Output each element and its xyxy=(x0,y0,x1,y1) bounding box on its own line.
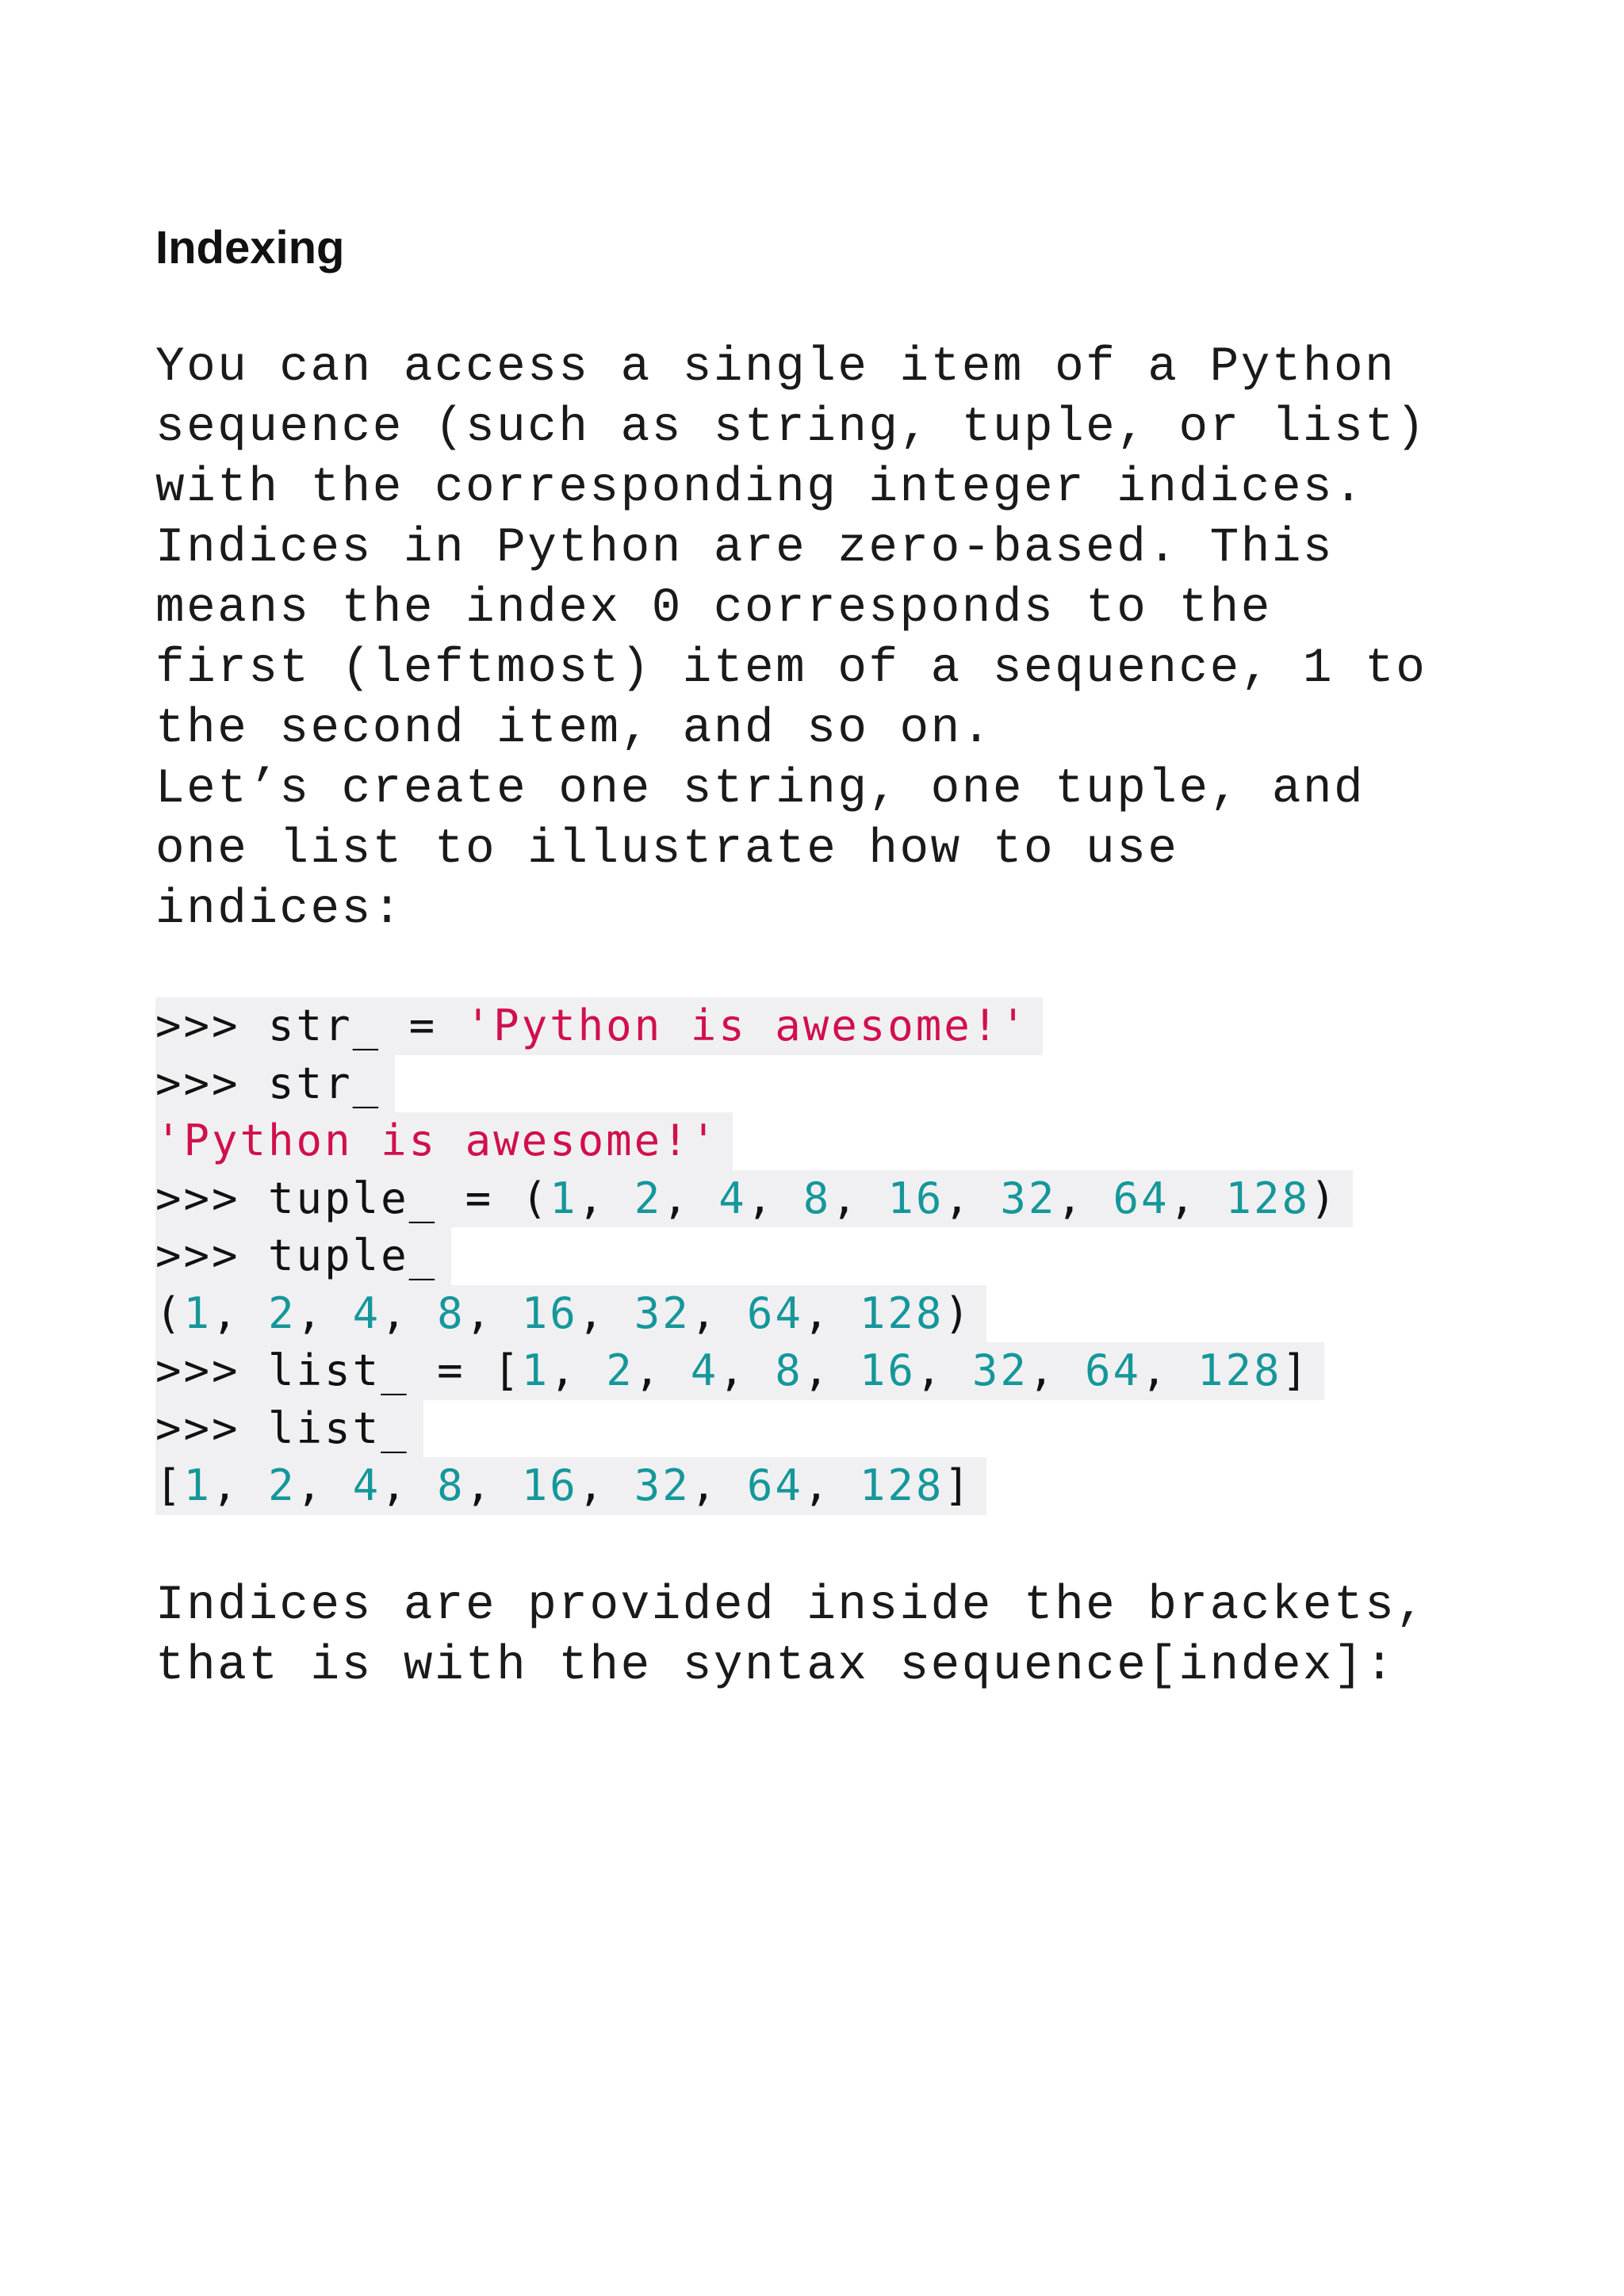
code-block xyxy=(155,997,1353,1515)
number-literal: 2 xyxy=(634,1173,663,1223)
code-token: , xyxy=(662,1173,719,1223)
number-literal: 1 xyxy=(183,1460,213,1510)
code-token: , xyxy=(381,1460,438,1510)
number-literal: 128 xyxy=(1225,1173,1311,1223)
intro-line: the second item, and so on. xyxy=(155,702,993,756)
code-line-highlight xyxy=(155,1227,451,1285)
number-literal: 16 xyxy=(887,1173,944,1223)
number-literal: 1 xyxy=(521,1345,550,1395)
intro-line: means the index 0 corresponds to the xyxy=(155,581,1272,636)
code-token: >>> str_ xyxy=(155,1058,381,1108)
number-literal: 8 xyxy=(437,1460,465,1510)
outro-paragraph xyxy=(155,1576,1427,1697)
outro-line: that is with the syntax sequence[index]: xyxy=(155,1639,1396,1693)
number-literal: 4 xyxy=(718,1173,747,1223)
code-token: >>> list_ = [ xyxy=(155,1345,522,1395)
code-line xyxy=(155,1112,1353,1170)
code-token: ] xyxy=(1281,1345,1311,1395)
number-literal: 128 xyxy=(859,1288,944,1338)
number-literal: 8 xyxy=(437,1288,465,1338)
number-literal: 32 xyxy=(971,1345,1028,1395)
intro-line: first (leftmost) item of a sequence, 1 to xyxy=(155,641,1427,696)
string-literal: 'Python is awesome!' xyxy=(155,1115,719,1165)
intro-line: You can access a single item of a Python xyxy=(155,340,1396,395)
code-line xyxy=(155,1170,1353,1228)
code-token: , xyxy=(831,1173,888,1223)
intro-line: with the corresponding integer indices. xyxy=(155,461,1365,515)
code-token: , xyxy=(296,1288,353,1338)
code-token: ) xyxy=(944,1288,972,1338)
code-token: , xyxy=(577,1288,634,1338)
code-token: , xyxy=(550,1345,607,1395)
number-literal: 4 xyxy=(352,1288,381,1338)
number-literal: 1 xyxy=(183,1288,213,1338)
code-line xyxy=(155,1400,1353,1458)
code-token: , xyxy=(1028,1345,1085,1395)
intro-line: indices: xyxy=(155,882,404,937)
code-token: >>> tuple_ xyxy=(155,1230,438,1280)
intro-paragraph xyxy=(155,338,1427,940)
code-token: >>> tuple_ = ( xyxy=(155,1173,550,1223)
intro-line: Indices in Python are zero-based. This xyxy=(155,521,1335,576)
number-literal: 32 xyxy=(634,1288,691,1338)
intro-line: sequence (such as string, tuple, or list) xyxy=(155,400,1427,455)
code-line-highlight xyxy=(155,1457,986,1515)
code-token: , xyxy=(296,1460,353,1510)
number-literal: 2 xyxy=(268,1460,297,1510)
intro-line: one list to illustrate how to use xyxy=(155,822,1179,877)
number-literal: 128 xyxy=(859,1460,944,1510)
code-token: , xyxy=(690,1288,747,1338)
string-literal: 'Python is awesome!' xyxy=(465,1001,1028,1050)
code-token: , xyxy=(802,1288,860,1338)
code-token: , xyxy=(802,1460,860,1510)
number-literal: 32 xyxy=(634,1460,691,1510)
code-token: >>> str_ = xyxy=(155,1001,465,1050)
section-heading: Indexing xyxy=(155,222,345,274)
code-token: , xyxy=(944,1173,1001,1223)
number-literal: 16 xyxy=(859,1345,916,1395)
code-line xyxy=(155,997,1353,1055)
number-literal: 32 xyxy=(1000,1173,1057,1223)
code-token: , xyxy=(1056,1173,1113,1223)
code-token: , xyxy=(1169,1173,1226,1223)
code-line-highlight xyxy=(155,997,1043,1055)
code-line xyxy=(155,1227,1353,1285)
code-token: , xyxy=(577,1173,634,1223)
number-literal: 64 xyxy=(1113,1173,1170,1223)
code-line xyxy=(155,1285,1353,1343)
code-token: , xyxy=(465,1288,522,1338)
number-literal: 8 xyxy=(775,1345,803,1395)
number-literal: 1 xyxy=(550,1173,578,1223)
code-token: , xyxy=(690,1460,747,1510)
code-token: , xyxy=(634,1345,691,1395)
code-line-highlight xyxy=(155,1055,395,1113)
number-literal: 16 xyxy=(521,1460,578,1510)
number-literal: 64 xyxy=(746,1460,803,1510)
code-token: , xyxy=(802,1345,860,1395)
code-line-highlight xyxy=(155,1400,423,1458)
code-token: , xyxy=(212,1460,269,1510)
code-line-highlight xyxy=(155,1170,1353,1228)
code-token: , xyxy=(577,1460,634,1510)
intro-line: Let’s create one string, one tuple, and xyxy=(155,762,1365,817)
code-line-highlight xyxy=(155,1285,986,1343)
code-token: ] xyxy=(944,1460,972,1510)
code-token: ( xyxy=(155,1288,184,1338)
number-literal: 8 xyxy=(802,1173,832,1223)
code-token: , xyxy=(1140,1345,1198,1395)
code-line-highlight xyxy=(155,1342,1324,1400)
code-token: , xyxy=(915,1345,972,1395)
number-literal: 4 xyxy=(352,1460,381,1510)
code-token: , xyxy=(465,1460,522,1510)
code-token: ) xyxy=(1310,1173,1339,1223)
code-token: , xyxy=(212,1288,269,1338)
code-token: , xyxy=(746,1173,803,1223)
outro-line: Indices are provided inside the brackets, xyxy=(155,1578,1427,1633)
number-literal: 2 xyxy=(606,1345,634,1395)
number-literal: 64 xyxy=(1084,1345,1141,1395)
number-literal: 128 xyxy=(1197,1345,1282,1395)
code-line xyxy=(155,1342,1353,1400)
code-line xyxy=(155,1457,1353,1515)
code-line xyxy=(155,1055,1353,1113)
code-token: >>> list_ xyxy=(155,1402,409,1453)
number-literal: 2 xyxy=(268,1288,297,1338)
code-token: [ xyxy=(155,1460,184,1510)
number-literal: 64 xyxy=(746,1288,803,1338)
number-literal: 4 xyxy=(690,1345,719,1395)
code-token: , xyxy=(381,1288,438,1338)
code-token: , xyxy=(718,1345,776,1395)
number-literal: 16 xyxy=(521,1288,578,1338)
code-line-highlight xyxy=(155,1112,733,1170)
